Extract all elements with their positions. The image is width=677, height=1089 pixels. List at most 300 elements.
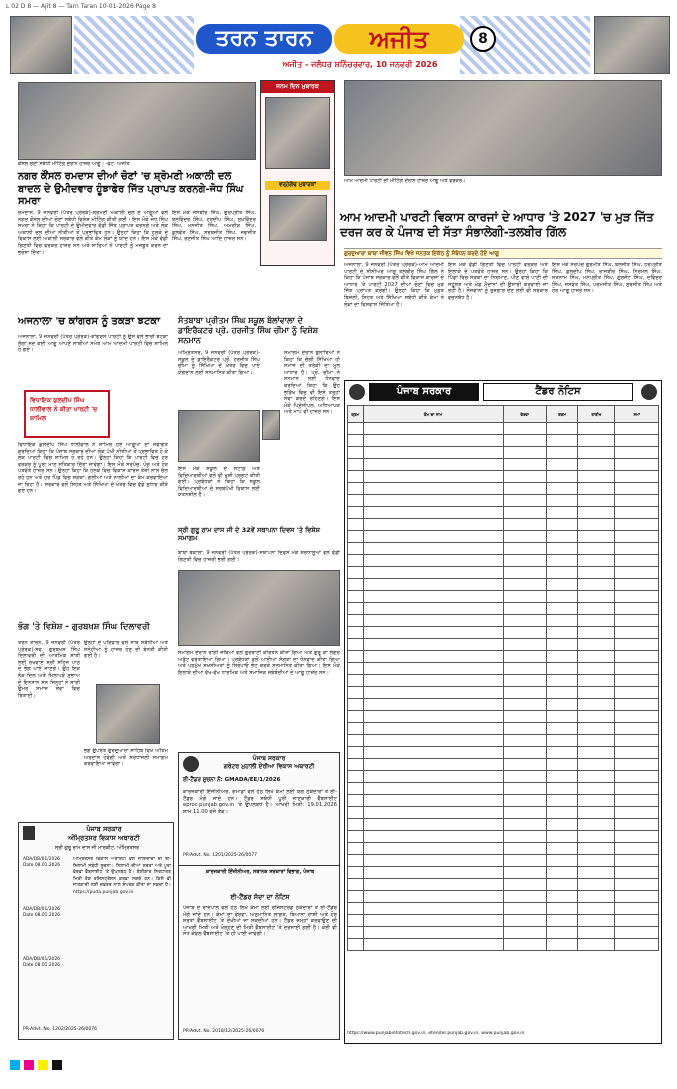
table-cell bbox=[503, 903, 547, 915]
table-cell bbox=[615, 543, 659, 555]
ad2-dept: ਗਰੇਟਰ ਮੁਹਾਲੀ ਏਰੀਆ ਵਿਕਾਸ ਅਥਾਰਟੀ bbox=[223, 763, 315, 770]
table-row bbox=[348, 651, 659, 663]
table-cell bbox=[547, 627, 578, 639]
table-cell bbox=[578, 591, 615, 603]
table-cell bbox=[578, 939, 615, 951]
ad2-body: ਕਾਰਜਕਾਰੀ ਇੰਜੀਨੀਅਰ, ਗਮਾਡਾ ਵਲੋਂ ਹੇਠ ਲਿਖੇ ਕੰਮਾਂ ਲਈ ਯੋਗ ਠੇਕੇਦਾਰਾਂ ਤੋਂ ਈ-ਟੈਂਡਰ ਮੰਗੇ ਜਾਂਦੇ ਹਨ। ਟੈਂਡਰ ਸਬੰਧੀ ਪੂਰੀ ਜਾਣਕਾਰੀ ਵੈੱਬਸਾਈਟ eproc.punjab.gov.in 'ਤੇ ਉਪਲਬਧ ਹੈ। ਆਖਰੀ ਮਿਤੀ: 19.01.2026 ਸ਼ਾਮ 11.00 ਵਜੇ ਤੱਕ। bbox=[183, 789, 337, 815]
table-cell bbox=[615, 747, 659, 759]
headline-guru-ram-das: ਸ੍ਰੀ ਗੁਰੂ ਰਾਮ ਦਾਸ ਜੀ ਦੇ 32ਵੇਂ ਸਥਾਪਨਾ ਦਿਵਸ 'ਤੇ ਵਿਸ਼ੇਸ਼ ਸਮਾਗਮ bbox=[178, 526, 320, 543]
ad1-refs bbox=[23, 857, 71, 1017]
table-cell bbox=[578, 795, 615, 807]
article-body-2: ਅਜਨਾਲਾ, 9 ਜਨਵਰੀ (ਪੱਤਰ ਪ੍ਰੇਰਕ)-ਕਾਂਗਰਸ ਪਾਰਟੀ ਨੂੰ ਉਸ ਵੇਲੇ ਭਾਰੀ ਝਟਕਾ ਲੱਗਾ ਜਦ ਕਈ ਆਗੂ ਆਪਣੇ ਸਾਥੀਆਂ ਸਮੇਤ ਆਮ ਆਦਮੀ ਪਾਰਟੀ ਵਿਚ ਸ਼ਾਮਿਲ ਹੋ ਗਏ। bbox=[18, 334, 168, 354]
table-cell bbox=[547, 915, 578, 927]
table-cell bbox=[363, 507, 503, 519]
table-row bbox=[348, 855, 659, 867]
table-cell bbox=[348, 507, 364, 519]
table-cell bbox=[503, 807, 547, 819]
masthead-title-left: ਤਰਨ ਤਾਰਨ bbox=[196, 24, 332, 54]
table-row bbox=[348, 771, 659, 783]
table-cell bbox=[547, 567, 578, 579]
table-cell bbox=[615, 843, 659, 855]
table-cell bbox=[578, 507, 615, 519]
table-cell bbox=[363, 543, 503, 555]
table-cell bbox=[615, 555, 659, 567]
table-cell bbox=[615, 519, 659, 531]
table-cell bbox=[615, 879, 659, 891]
ada-logo bbox=[23, 826, 35, 840]
table-cell bbox=[578, 747, 615, 759]
table-cell bbox=[615, 915, 659, 927]
print-slug: L 02 D 8 — Ajit 8 — Tarn Taran 10-01-2026 Page 8 bbox=[6, 3, 156, 10]
table-cell bbox=[615, 471, 659, 483]
table-cell bbox=[615, 771, 659, 783]
ad1-dept: ਅੰਮ੍ਰਿਤਸਰ ਵਿਕਾਸ ਅਥਾਰਟੀ bbox=[68, 834, 140, 842]
tender-col-work: ਕੰਮ ਦਾ ਨਾਮ bbox=[363, 406, 503, 423]
table-cell bbox=[363, 771, 503, 783]
table-row bbox=[348, 711, 659, 723]
small-portrait bbox=[262, 410, 280, 440]
table-cell bbox=[578, 423, 615, 435]
table-cell bbox=[578, 471, 615, 483]
table-cell bbox=[348, 495, 364, 507]
table-cell bbox=[348, 879, 364, 891]
table-row bbox=[348, 543, 659, 555]
table-cell bbox=[547, 699, 578, 711]
table-cell bbox=[363, 615, 503, 627]
table-cell bbox=[615, 939, 659, 951]
table-cell bbox=[615, 639, 659, 651]
table-cell bbox=[615, 483, 659, 495]
tender-title: ਟੈਂਡਰ ਨੋਟਿਸ bbox=[483, 383, 633, 401]
article-body-2b: ਵਿਧਾਇਕ ਕੁਲਦੀਪ ਸਿੰਘ ਧਾਲੀਵਾਲ ਨੇ ਸ਼ਾਮਿਲ ਹੋਏ ਆਗੂਆਂ ਦਾ ਸਵਾਗਤ ਕਰਦਿਆਂ ਕਿਹਾ ਕਿ ਪੰਜਾਬ ਸਰਕਾਰ ਦੀਆਂ ਲੋਕ ਪੱਖੀ ਨੀਤੀਆਂ ਤੋਂ ਪ੍ਰਭਾਵਿਤ ਹੋ ਕੇ ਲੋਕ ਪਾਰਟੀ ਵਿਚ ਸ਼ਾਮਿਲ ਹੋ ਰਹੇ ਹਨ। ਉਨ੍ਹਾਂ ਕਿਹਾ ਕਿ ਪਾਰਟੀ ਵਿਚ ਹਰ ਵਰਕਰ ਨੂੰ ਪੂਰਾ ਮਾਣ ਸਤਿਕਾਰ ਦਿੱਤਾ ਜਾਵੇਗਾ। ਇਸ ਮੌਕੇ ਸਰਪੰਚ, ਪੰਚ ਅਤੇ ਹੋਰ ਪਤਵੰਤੇ ਹਾਜ਼ਰ ਸਨ। ਉਨ੍ਹਾਂ ਕਿਹਾ ਕਿ ਹਲਕੇ ਵਿਚ ਵਿਕਾਸ ਕਾਰਜ ਤੇਜ਼ੀ ਨਾਲ ਚੱਲ ਰਹੇ ਹਨ ਅਤੇ ਹਰ ਪਿੰਡ ਵਿਚ ਸੜਕਾਂ, ਗਲੀਆਂ ਅਤੇ ਨਾਲੀਆਂ ਦਾ ਕੰਮ ਕਰਵਾਇਆ ਜਾ ਰਿਹਾ ਹੈ। ਸਰਕਾਰ ਵਲੋਂ ਸਿਹਤ ਅਤੇ ਸਿੱਖਿਆ ਦੇ ਖੇਤਰ ਵਿਚ ਵੱਡੇ ਸੁਧਾਰ ਕੀਤੇ ਗਏ ਹਨ। bbox=[18, 442, 168, 495]
table-cell bbox=[363, 555, 503, 567]
table-cell bbox=[503, 819, 547, 831]
table-cell bbox=[363, 423, 503, 435]
tender-col-sr: ਕ੍ਰਮ bbox=[348, 406, 364, 423]
ad3-dept: ਕਾਰਜਕਾਰੀ ਇੰਜੀਨੀਅਰ, ਸਥਾਨਕ ਸਰਕਾਰਾਂ ਵਿਭਾਗ, ਪੰਜਾਬ bbox=[205, 869, 315, 875]
table-cell bbox=[578, 915, 615, 927]
table-cell bbox=[615, 495, 659, 507]
table-cell bbox=[503, 867, 547, 879]
tender-table bbox=[347, 405, 659, 951]
table-cell bbox=[348, 447, 364, 459]
table-cell bbox=[363, 435, 503, 447]
table-cell bbox=[503, 879, 547, 891]
table-cell bbox=[578, 435, 615, 447]
table-cell bbox=[578, 771, 615, 783]
table-cell bbox=[503, 939, 547, 951]
table-cell bbox=[547, 507, 578, 519]
table-cell bbox=[503, 927, 547, 939]
table-row bbox=[348, 435, 659, 447]
table-cell bbox=[615, 711, 659, 723]
table-cell bbox=[363, 927, 503, 939]
table-cell bbox=[547, 447, 578, 459]
punjab-emblem-right bbox=[641, 384, 657, 400]
table-row bbox=[348, 795, 659, 807]
table-cell bbox=[615, 627, 659, 639]
table-cell bbox=[363, 459, 503, 471]
table-cell bbox=[348, 471, 364, 483]
school-photo bbox=[178, 410, 260, 462]
table-cell bbox=[578, 867, 615, 879]
table-cell bbox=[348, 903, 364, 915]
table-cell bbox=[547, 891, 578, 903]
table-cell bbox=[547, 543, 578, 555]
tender-col-amount: ਰਕਮ bbox=[547, 406, 578, 423]
table-cell bbox=[578, 675, 615, 687]
table-cell bbox=[578, 495, 615, 507]
anniversary-title: ਵਰ੍ਹੇਗੰਢ ਮੁਬਾਰਕਾਂ bbox=[265, 181, 330, 190]
table-cell bbox=[615, 579, 659, 591]
table-cell bbox=[547, 735, 578, 747]
ad1-sub: ਸ੍ਰੀ ਗੁਰੂ ਰਾਮ ਦਾਸ ਜੀ ਮਾਰਕੀਟ, ਅੰਮ੍ਰਿਤਸਰ bbox=[54, 845, 140, 851]
table-row bbox=[348, 807, 659, 819]
table-cell bbox=[578, 531, 615, 543]
table-row bbox=[348, 819, 659, 831]
table-cell bbox=[363, 519, 503, 531]
table-row bbox=[348, 915, 659, 927]
table-cell bbox=[547, 771, 578, 783]
article-body-4a: ਬਾਬਾ ਬਕਾਲਾ, 9 ਜਨਵਰੀ (ਪੱਤਰ ਪ੍ਰੇਰਕ)-ਸਥਾਪਨਾ ਦਿਵਸ ਮੌਕੇ ਸ਼ਰਧਾਲੂਆਂ ਵਲੋਂ ਵੱਡੀ ਗਿਣਤੀ ਵਿਚ ਹਾਜ਼ਰੀ ਭਰੀ ਗਈ। bbox=[178, 550, 340, 563]
table-cell bbox=[578, 807, 615, 819]
table-cell bbox=[615, 807, 659, 819]
table-cell bbox=[615, 927, 659, 939]
table-cell bbox=[578, 723, 615, 735]
table-row bbox=[348, 663, 659, 675]
main-body-c: ਇਸ ਮੌਕੇ ਸਰਪੰਚ ਗੁਰਮੀਤ ਸਿੰਘ, ਬਲਜੀਤ ਸਿੰਘ, ਹਰਪ੍ਰੀਤ ਸਿੰਘ, ਕੁਲਦੀਪ ਸਿੰਘ, ਰਾਜਬੀਰ ਸਿੰਘ, ਨਿਰਮਲ ਸਿੰਘ, ਸਤਨਾਮ ਸਿੰਘ, ਮਨਪ੍ਰੀਤ ਸਿੰਘ, ਗੁਰਜੰਟ ਸਿੰਘ, ਦਵਿੰਦਰ ਸਿੰਘ, ਜਸਵੰਤ ਸਿੰਘ, ਪਰਮਜੀਤ ਸਿੰਘ, ਸੁਰਜੀਤ ਸਿੰਘ ਅਤੇ ਹੋਰ ਆਗੂ ਹਾਜ਼ਰ ਸਨ। bbox=[552, 262, 662, 295]
table-cell bbox=[348, 687, 364, 699]
ad1-govt: ਪੰਜਾਬ ਸਰਕਾਰ bbox=[86, 825, 122, 833]
table-cell bbox=[503, 747, 547, 759]
table-cell bbox=[503, 603, 547, 615]
table-cell bbox=[348, 651, 364, 663]
table-cell bbox=[615, 567, 659, 579]
table-cell bbox=[363, 711, 503, 723]
table-cell bbox=[578, 447, 615, 459]
table-cell bbox=[503, 651, 547, 663]
ad3-body: ਪੰਜਾਬ ਦੇ ਰਾਜਪਾਲ ਵਲੋਂ ਹੇਠ ਲਿਖੇ ਕੰਮਾਂ ਲਈ ਰਜਿਸਟਰਡ ਠੇਕੇਦਾਰਾਂ ਤੋਂ ਈ-ਟੈਂਡਰ ਮੰਗੇ ਜਾਂਦੇ ਹਨ। ਕੰਮਾਂ ਦਾ ਵੇਰਵਾ, ਅਨੁਮਾਨਿਤ ਲਾਗਤ, ਬਿਆਨਾ ਰਾਸ਼ੀ ਅਤੇ ਹੋਰ ਸ਼ਰਤਾਂ ਵੈੱਬਸਾਈਟ 'ਤੇ ਦੇਖੀਆਂ ਜਾ ਸਕਦੀਆਂ ਹਨ। ਟੈਂਡਰ ਜਮ੍ਹਾਂ ਕਰਵਾਉਣ ਦੀ ਆਖਰੀ ਮਿਤੀ ਅਤੇ ਖੋਲ੍ਹਣ ਦੀ ਮਿਤੀ ਵੈੱਬਸਾਈਟ 'ਤੇ ਦਰਸਾਈ ਗਈ ਹੈ। ਕੋਈ ਵੀ ਸੋਧ ਕੇਵਲ ਵੈੱਬਸਾਈਟ 'ਤੇ ਹੀ ਪਾਈ ਜਾਵੇਗੀ। bbox=[183, 905, 337, 938]
table-row bbox=[348, 483, 659, 495]
table-cell bbox=[578, 483, 615, 495]
table-cell bbox=[503, 495, 547, 507]
table-cell bbox=[348, 723, 364, 735]
article-body-1a: ਰਮਦਾਸ, 9 ਜਨਵਰੀ (ਪੱਤਰ ਪ੍ਰੇਰਕ)-ਸ਼੍ਰੋਮਣੀ ਅਕਾਲੀ ਦਲ ਦੇ ਆਗੂਆਂ ਵਲੋਂ ਨਗਰ ਕੌਂਸਲ ਦੀਆਂ ਚੋਣਾਂ ਸਬੰਧੀ ਵਿਸ਼ੇਸ਼ ਮੀਟਿੰਗ ਕੀਤੀ ਗਈ। ਇਸ ਮੌਕੇ ਜੋਧ ਸਿੰਘ ਸਮਰਾ ਨੇ ਕਿਹਾ ਕਿ ਪਾਰਟੀ ਦੇ ਉਮੀਦਵਾਰ ਵੱਡੀ ਜਿੱਤ ਪ੍ਰਾਪਤ ਕਰਨਗੇ ਅਤੇ ਲੋਕ ਅਕਾਲੀ ਦਲ ਦੀਆਂ ਨੀਤੀਆਂ ਤੋਂ ਪ੍ਰਭਾਵਿਤ ਹਨ। ਉਨ੍ਹਾਂ ਕਿਹਾ ਕਿ ਹਲਕੇ ਦੇ ਵਿਕਾਸ ਲਈ ਅਕਾਲੀ ਸਰਕਾਰ ਵੇਲੇ ਕੀਤੇ ਕੰਮ ਲੋਕਾਂ ਨੂੰ ਯਾਦ ਹਨ। ਇਸ ਮੌਕੇ ਵੱਡੀ ਗਿਣਤੀ ਵਿਚ ਵਰਕਰ ਹਾਜ਼ਰ ਸਨ ਅਤੇ ਸਾਰਿਆਂ ਨੇ ਪਾਰਟੀ ਨੂੰ ਮਜ਼ਬੂਤ ਕਰਨ ਦਾ ਭਰੋਸਾ ਦਿੱਤਾ। bbox=[18, 210, 168, 256]
table-cell bbox=[615, 603, 659, 615]
table-cell bbox=[615, 591, 659, 603]
table-cell bbox=[348, 579, 364, 591]
table-cell bbox=[503, 663, 547, 675]
table-row bbox=[348, 579, 659, 591]
table-cell bbox=[578, 891, 615, 903]
table-cell bbox=[503, 447, 547, 459]
masthead-photo-right bbox=[594, 16, 670, 74]
table-cell bbox=[615, 855, 659, 867]
table-cell bbox=[578, 615, 615, 627]
tender-table-wrap bbox=[347, 405, 659, 1031]
table-row bbox=[348, 699, 659, 711]
table-cell bbox=[578, 879, 615, 891]
article-body-3b: ਇਸ ਮੌਕੇ ਸਕੂਲ ਦੇ ਸਟਾਫ਼ ਅਤੇ ਵਿਦਿਆਰਥੀਆਂ ਵਲੋਂ ਵੀ ਖੁਸ਼ੀ ਪ੍ਰਗਟ ਕੀਤੀ ਗਈ। ਪ੍ਰਬੰਧਕਾਂ ਨੇ ਕਿਹਾ ਕਿ ਸਕੂਲ ਵਿਦਿਆਰਥੀਆਂ ਦੇ ਸਰਬਪੱਖੀ ਵਿਕਾਸ ਲਈ ਯਤਨਸ਼ੀਲ ਹੈ। bbox=[178, 466, 260, 499]
table-row bbox=[348, 759, 659, 771]
table-cell bbox=[363, 843, 503, 855]
masthead-title-right: ਅਜੀਤ bbox=[334, 24, 464, 54]
table-cell bbox=[503, 795, 547, 807]
table-cell bbox=[363, 855, 503, 867]
table-cell bbox=[348, 783, 364, 795]
table-cell bbox=[578, 855, 615, 867]
table-cell bbox=[547, 723, 578, 735]
birthday-title: ਜਨਮ ਦਿਨ ਮੁਬਾਰਕ bbox=[261, 81, 334, 93]
table-row bbox=[348, 783, 659, 795]
reg-magenta bbox=[24, 1060, 34, 1070]
table-cell bbox=[503, 507, 547, 519]
table-cell bbox=[578, 651, 615, 663]
table-cell bbox=[547, 747, 578, 759]
bhog-portrait bbox=[96, 684, 160, 744]
table-row bbox=[348, 591, 659, 603]
table-cell bbox=[615, 687, 659, 699]
table-cell bbox=[363, 939, 503, 951]
table-cell bbox=[348, 435, 364, 447]
table-cell bbox=[615, 651, 659, 663]
table-cell bbox=[503, 471, 547, 483]
table-row bbox=[348, 843, 659, 855]
table-cell bbox=[363, 663, 503, 675]
table-cell bbox=[503, 759, 547, 771]
table-cell bbox=[363, 903, 503, 915]
gmada-logo bbox=[183, 756, 199, 772]
table-row bbox=[348, 903, 659, 915]
article-body-5c: ਭੋਗ ਉਪਰੰਤ ਗੁਰਦੁਆਰਾ ਸਾਹਿਬ ਵਿਖੇ ਅੰਤਿਮ ਅਰਦਾਸ ਹੋਵੇਗੀ ਅਤੇ ਸ਼ਰਧਾਂਜਲੀ ਸਮਾਗਮ ਕਰਵਾਇਆ ਜਾਵੇਗਾ। bbox=[84, 748, 168, 768]
table-row bbox=[348, 603, 659, 615]
table-cell bbox=[615, 759, 659, 771]
table-row bbox=[348, 519, 659, 531]
anniversary-photo bbox=[269, 195, 327, 241]
table-row bbox=[348, 747, 659, 759]
table-cell bbox=[578, 687, 615, 699]
table-cell bbox=[348, 627, 364, 639]
ad-ada bbox=[18, 822, 174, 1040]
table-row bbox=[348, 687, 659, 699]
table-cell bbox=[503, 735, 547, 747]
table-cell bbox=[348, 459, 364, 471]
table-cell bbox=[363, 687, 503, 699]
table-cell bbox=[615, 891, 659, 903]
table-cell bbox=[363, 915, 503, 927]
table-cell bbox=[547, 819, 578, 831]
table-cell bbox=[578, 663, 615, 675]
table-cell bbox=[503, 855, 547, 867]
table-cell bbox=[363, 879, 503, 891]
table-cell bbox=[363, 495, 503, 507]
table-row bbox=[348, 867, 659, 879]
table-cell bbox=[615, 795, 659, 807]
table-cell bbox=[547, 555, 578, 567]
table-cell bbox=[547, 675, 578, 687]
table-cell bbox=[348, 927, 364, 939]
table-cell bbox=[503, 543, 547, 555]
table-row bbox=[348, 639, 659, 651]
ad3-title: ਈ-ਟੈਂਡਰ ਸੱਦਾ ਦਾ ਨੋਟਿਸ bbox=[230, 893, 290, 901]
table-cell bbox=[578, 627, 615, 639]
table-cell bbox=[503, 783, 547, 795]
table-cell bbox=[503, 771, 547, 783]
table-cell bbox=[615, 723, 659, 735]
table-cell bbox=[547, 903, 578, 915]
table-row bbox=[348, 447, 659, 459]
table-cell bbox=[348, 603, 364, 615]
table-cell bbox=[363, 831, 503, 843]
table-cell bbox=[363, 591, 503, 603]
table-cell bbox=[578, 567, 615, 579]
table-row bbox=[348, 495, 659, 507]
table-cell bbox=[348, 591, 364, 603]
table-cell bbox=[547, 483, 578, 495]
table-cell bbox=[348, 555, 364, 567]
table-cell bbox=[363, 603, 503, 615]
article-body-3a: ਅੰਮ੍ਰਿਤਸਰ, 9 ਜਨਵਰੀ (ਪੱਤਰ ਪ੍ਰੇਰਕ)-ਸਕੂਲ ਦੇ ਡਾਇਰੈਕਟਰ ਪ੍ਰੋ. ਹਰਜੀਤ ਸਿੰਘ ਚੀਮਾ ਨੂੰ ਸਿੱਖਿਆ ਦੇ ਖੇਤਰ ਵਿਚ ਪਾਏ ਯੋਗਦਾਨ ਲਈ ਸਨਮਾਨਿਤ ਕੀਤਾ ਗਿਆ। bbox=[178, 350, 260, 376]
birthday-box bbox=[260, 80, 335, 266]
table-cell bbox=[547, 531, 578, 543]
table-cell bbox=[578, 699, 615, 711]
table-cell bbox=[348, 939, 364, 951]
table-cell bbox=[503, 711, 547, 723]
table-cell bbox=[503, 831, 547, 843]
table-cell bbox=[503, 843, 547, 855]
ad2-footer: PR-Advt. No. 1201/2025-26/0077 bbox=[183, 853, 257, 858]
table-row bbox=[348, 423, 659, 435]
table-cell bbox=[547, 759, 578, 771]
table-cell bbox=[503, 483, 547, 495]
table-cell bbox=[547, 795, 578, 807]
headline-school-honour: ਸੰਤਬਾਬਾ ਪ੍ਰੀਤਮ ਸਿੰਘ ਸਕੂਲ ਬੱਲਾਂਵਾਲਾ ਦੇ ਡਾਇਰੈਕਟਰ ਪ੍ਰੋ. ਹਰਜੀਤ ਸਿੰਘ ਚੀਮਾ ਨੂੰ ਵਿਸ਼ੇਸ਼ ਸਨਮਾਨ bbox=[178, 316, 319, 345]
table-cell bbox=[578, 603, 615, 615]
page-number: 8 bbox=[470, 26, 496, 52]
table-cell bbox=[363, 819, 503, 831]
reg-yellow bbox=[38, 1060, 48, 1070]
left-top-photo bbox=[18, 82, 256, 160]
ad1-body: ਅੰਮ੍ਰਿਤਸਰ ਵਿਕਾਸ ਅਥਾਰਟੀ ਵਲੋਂ ਜਾਇਦਾਦਾਂ ਦੀ ਈ-ਨਿਲਾਮੀ ਸਬੰਧੀ ਸੂਚਨਾ। ਨਿਲਾਮੀ ਦੀਆਂ ਸ਼ਰਤਾਂ ਅਤੇ ਪੂਰਾ ਵੇਰਵਾ ਵੈੱਬਸਾਈਟ 'ਤੇ ਉਪਲਬਧ ਹੈ। ਬੋਲੀਕਾਰ ਨਿਰਧਾਰਤ ਮਿਤੀ ਤੱਕ ਰਜਿਸਟ੍ਰੇਸ਼ਨ ਕਰਵਾ ਸਕਦੇ ਹਨ। ਕਿਸੇ ਵੀ ਜਾਣਕਾਰੀ ਲਈ ਦਫ਼ਤਰ ਨਾਲ ਸੰਪਰਕ ਕੀਤਾ ਜਾ ਸਕਦਾ ਹੈ। https://puda.punjab.gov.in bbox=[73, 857, 171, 895]
birthday-photo bbox=[265, 97, 330, 169]
tender-col-detail: ਵੇਰਵਾ bbox=[503, 406, 547, 423]
ad2-govt: ਪੰਜਾਬ ਸਰਕਾਰ bbox=[252, 755, 286, 762]
table-row bbox=[348, 891, 659, 903]
masthead-dateline: ਅਜੀਤ - ਜਲੰਧਰ ਸ਼ਨਿੱਚਰਵਾਰ, 10 ਜਨਵਰੀ 2026 bbox=[282, 60, 438, 69]
table-cell bbox=[348, 735, 364, 747]
table-cell bbox=[348, 663, 364, 675]
table-row bbox=[348, 675, 659, 687]
table-cell bbox=[348, 423, 364, 435]
table-cell bbox=[615, 663, 659, 675]
guru-ram-das-photo bbox=[178, 570, 340, 646]
table-cell bbox=[547, 615, 578, 627]
right-photo-caption: ਆਮ ਆਦਮੀ ਪਾਰਟੀ ਦੀ ਮੀਟਿੰਗ ਦੌਰਾਨ ਹਾਜ਼ਰ ਆਗੂ ਅਤੇ ਵਰਕਰ। bbox=[344, 178, 466, 184]
table-cell bbox=[348, 639, 364, 651]
table-row bbox=[348, 723, 659, 735]
table-cell bbox=[503, 615, 547, 627]
table-row bbox=[348, 735, 659, 747]
table-cell bbox=[503, 435, 547, 447]
table-cell bbox=[615, 531, 659, 543]
table-cell bbox=[363, 807, 503, 819]
table-row bbox=[348, 471, 659, 483]
table-cell bbox=[363, 735, 503, 747]
table-cell bbox=[547, 579, 578, 591]
table-cell bbox=[503, 627, 547, 639]
table-cell bbox=[363, 579, 503, 591]
table-row bbox=[348, 879, 659, 891]
table-cell bbox=[578, 831, 615, 843]
table-cell bbox=[503, 591, 547, 603]
table-cell bbox=[363, 723, 503, 735]
table-cell bbox=[363, 567, 503, 579]
table-cell bbox=[615, 615, 659, 627]
article-body-5b: ਉਨ੍ਹਾਂ ਦੇ ਪਰਿਵਾਰ ਵਲੋਂ ਸਾਕ ਸਬੰਧੀਆਂ ਅਤੇ ਸਨੇਹੀਆਂ ਨੂੰ ਹਾਜ਼ਰ ਹੋਣ ਦੀ ਬੇਨਤੀ ਕੀਤੀ ਗਈ ਹੈ। bbox=[84, 640, 168, 660]
table-cell bbox=[348, 843, 364, 855]
table-cell bbox=[578, 711, 615, 723]
table-cell bbox=[363, 531, 503, 543]
right-top-photo bbox=[344, 80, 662, 176]
table-cell bbox=[348, 747, 364, 759]
table-cell bbox=[615, 459, 659, 471]
table-cell bbox=[578, 459, 615, 471]
table-row bbox=[348, 615, 659, 627]
table-cell bbox=[578, 759, 615, 771]
table-cell bbox=[547, 855, 578, 867]
table-cell bbox=[503, 579, 547, 591]
table-row bbox=[348, 567, 659, 579]
table-cell bbox=[503, 519, 547, 531]
table-cell bbox=[348, 675, 364, 687]
tender-col-date: ਤਾਰੀਖ bbox=[578, 406, 615, 423]
table-cell bbox=[615, 903, 659, 915]
punjab-emblem-left bbox=[349, 384, 365, 400]
table-row bbox=[348, 939, 659, 951]
table-cell bbox=[615, 783, 659, 795]
table-cell bbox=[547, 459, 578, 471]
table-cell bbox=[363, 759, 503, 771]
table-cell bbox=[363, 483, 503, 495]
table-cell bbox=[363, 639, 503, 651]
table-cell bbox=[363, 891, 503, 903]
table-cell bbox=[578, 639, 615, 651]
main-body-b: ਇਸ ਮੌਕੇ ਵੱਡੀ ਗਿਣਤੀ ਵਿਚ ਪਾਰਟੀ ਵਰਕਰ ਅਤੇ ਇਲਾਕੇ ਦੇ ਪਤਵੰਤੇ ਹਾਜ਼ਰ ਸਨ। ਉਨ੍ਹਾਂ ਕਿਹਾ ਕਿ ਪਿੰਡਾਂ ਵਿਚ ਸੜਕਾਂ ਦਾ ਨਿਰਮਾਣ, ਪੀਣ ਵਾਲੇ ਪਾਣੀ ਦੀ ਸਹੂਲਤ ਅਤੇ ਖੇਡ ਮੈਦਾਨਾਂ ਦੀ ਉਸਾਰੀ ਕਰਵਾਈ ਜਾ ਰਹੀ ਹੈ। ਨੌਜਵਾਨਾਂ ਨੂੰ ਰੁਜ਼ਗਾਰ ਦੇਣ ਲਈ ਵੀ ਸਰਕਾਰ ਵਚਨਬੱਧ ਹੈ। bbox=[448, 262, 548, 301]
tender-footer: https://www.punjabinfotech.gov.in, etender.punjab.gov.in, www.punjab.gov.in bbox=[347, 1031, 525, 1036]
ad1-ref-1: ADA/DB/01/2026 Date 08.01.2026 bbox=[23, 857, 61, 868]
table-cell bbox=[547, 519, 578, 531]
table-cell bbox=[547, 603, 578, 615]
headline-ajnala: ਅਜਨਾਲਾ 'ਚ ਕਾਂਗਰਸ ਨੂੰ ਤਕੜਾ ਝਟਕਾ bbox=[18, 316, 161, 327]
table-cell bbox=[615, 423, 659, 435]
table-cell bbox=[503, 531, 547, 543]
table-cell bbox=[503, 639, 547, 651]
table-cell bbox=[615, 735, 659, 747]
table-cell bbox=[615, 435, 659, 447]
table-cell bbox=[348, 567, 364, 579]
table-cell bbox=[363, 747, 503, 759]
ad1-ref-2: ADA/DB/01/2026 Date 08.01.2026 bbox=[23, 907, 61, 918]
table-cell bbox=[348, 915, 364, 927]
table-cell bbox=[503, 555, 547, 567]
table-cell bbox=[547, 879, 578, 891]
tender-col-time: ਸਮਾਂ bbox=[615, 406, 659, 423]
ad3-footer: PR-Advt. No. 2018/12/2025-26/0076 bbox=[183, 1029, 265, 1034]
table-cell bbox=[363, 447, 503, 459]
table-cell bbox=[578, 543, 615, 555]
article-body-4b: ਸਮਾਗਮ ਦੌਰਾਨ ਰਾਗੀ ਜਥਿਆਂ ਵਲੋਂ ਗੁਰਬਾਣੀ ਕੀਰਤਨ ਕੀਤਾ ਗਿਆ ਅਤੇ ਗੁਰੂ ਕਾ ਲੰਗਰ ਅਤੁੱਟ ਵਰਤਾਇਆ ਗਿਆ। ਪ੍ਰਬੰਧਕਾਂ ਵਲੋਂ ਆਈਆਂ ਸੰਗਤਾਂ ਦਾ ਧੰਨਵਾਦ ਕੀਤਾ ਗਿਆ ਅਤੇ ਪ੍ਰਮੁੱਖ ਸ਼ਖ਼ਸੀਅਤਾਂ ਨੂੰ ਸਿਰੋਪਾਓ ਭੇਟ ਕਰਕੇ ਸਨਮਾਨਿਤ ਕੀਤਾ ਗਿਆ। ਇਸ ਮੌਕੇ ਇਲਾਕੇ ਦੀਆਂ ਵੱਖ-ਵੱਖ ਧਾਰਮਿਕ ਅਤੇ ਸਮਾਜਿਕ ਜਥੇਬੰਦੀਆਂ ਦੇ ਆਗੂ ਹਾਜ਼ਰ ਸਨ। bbox=[178, 650, 340, 676]
headline-council-election: ਨਗਰ ਕੌਂਸਲ ਰਮਦਾਸ ਦੀਆਂ ਚੋਣਾਂ 'ਚ ਸ਼੍ਰੋਮਣੀ ਅਕਾਲੀ ਦਲ ਬਾਦਲ ਦੇ ਉਮੀਦਵਾਰ ਹੂੰਝਾਫੇਰ ਜਿੱਤ ਪ੍ਰਾਪਤ ਕਰਨਗੇ-ਜੋਧ ਸਿੰਘ ਸਮਰਾ bbox=[18, 171, 244, 207]
